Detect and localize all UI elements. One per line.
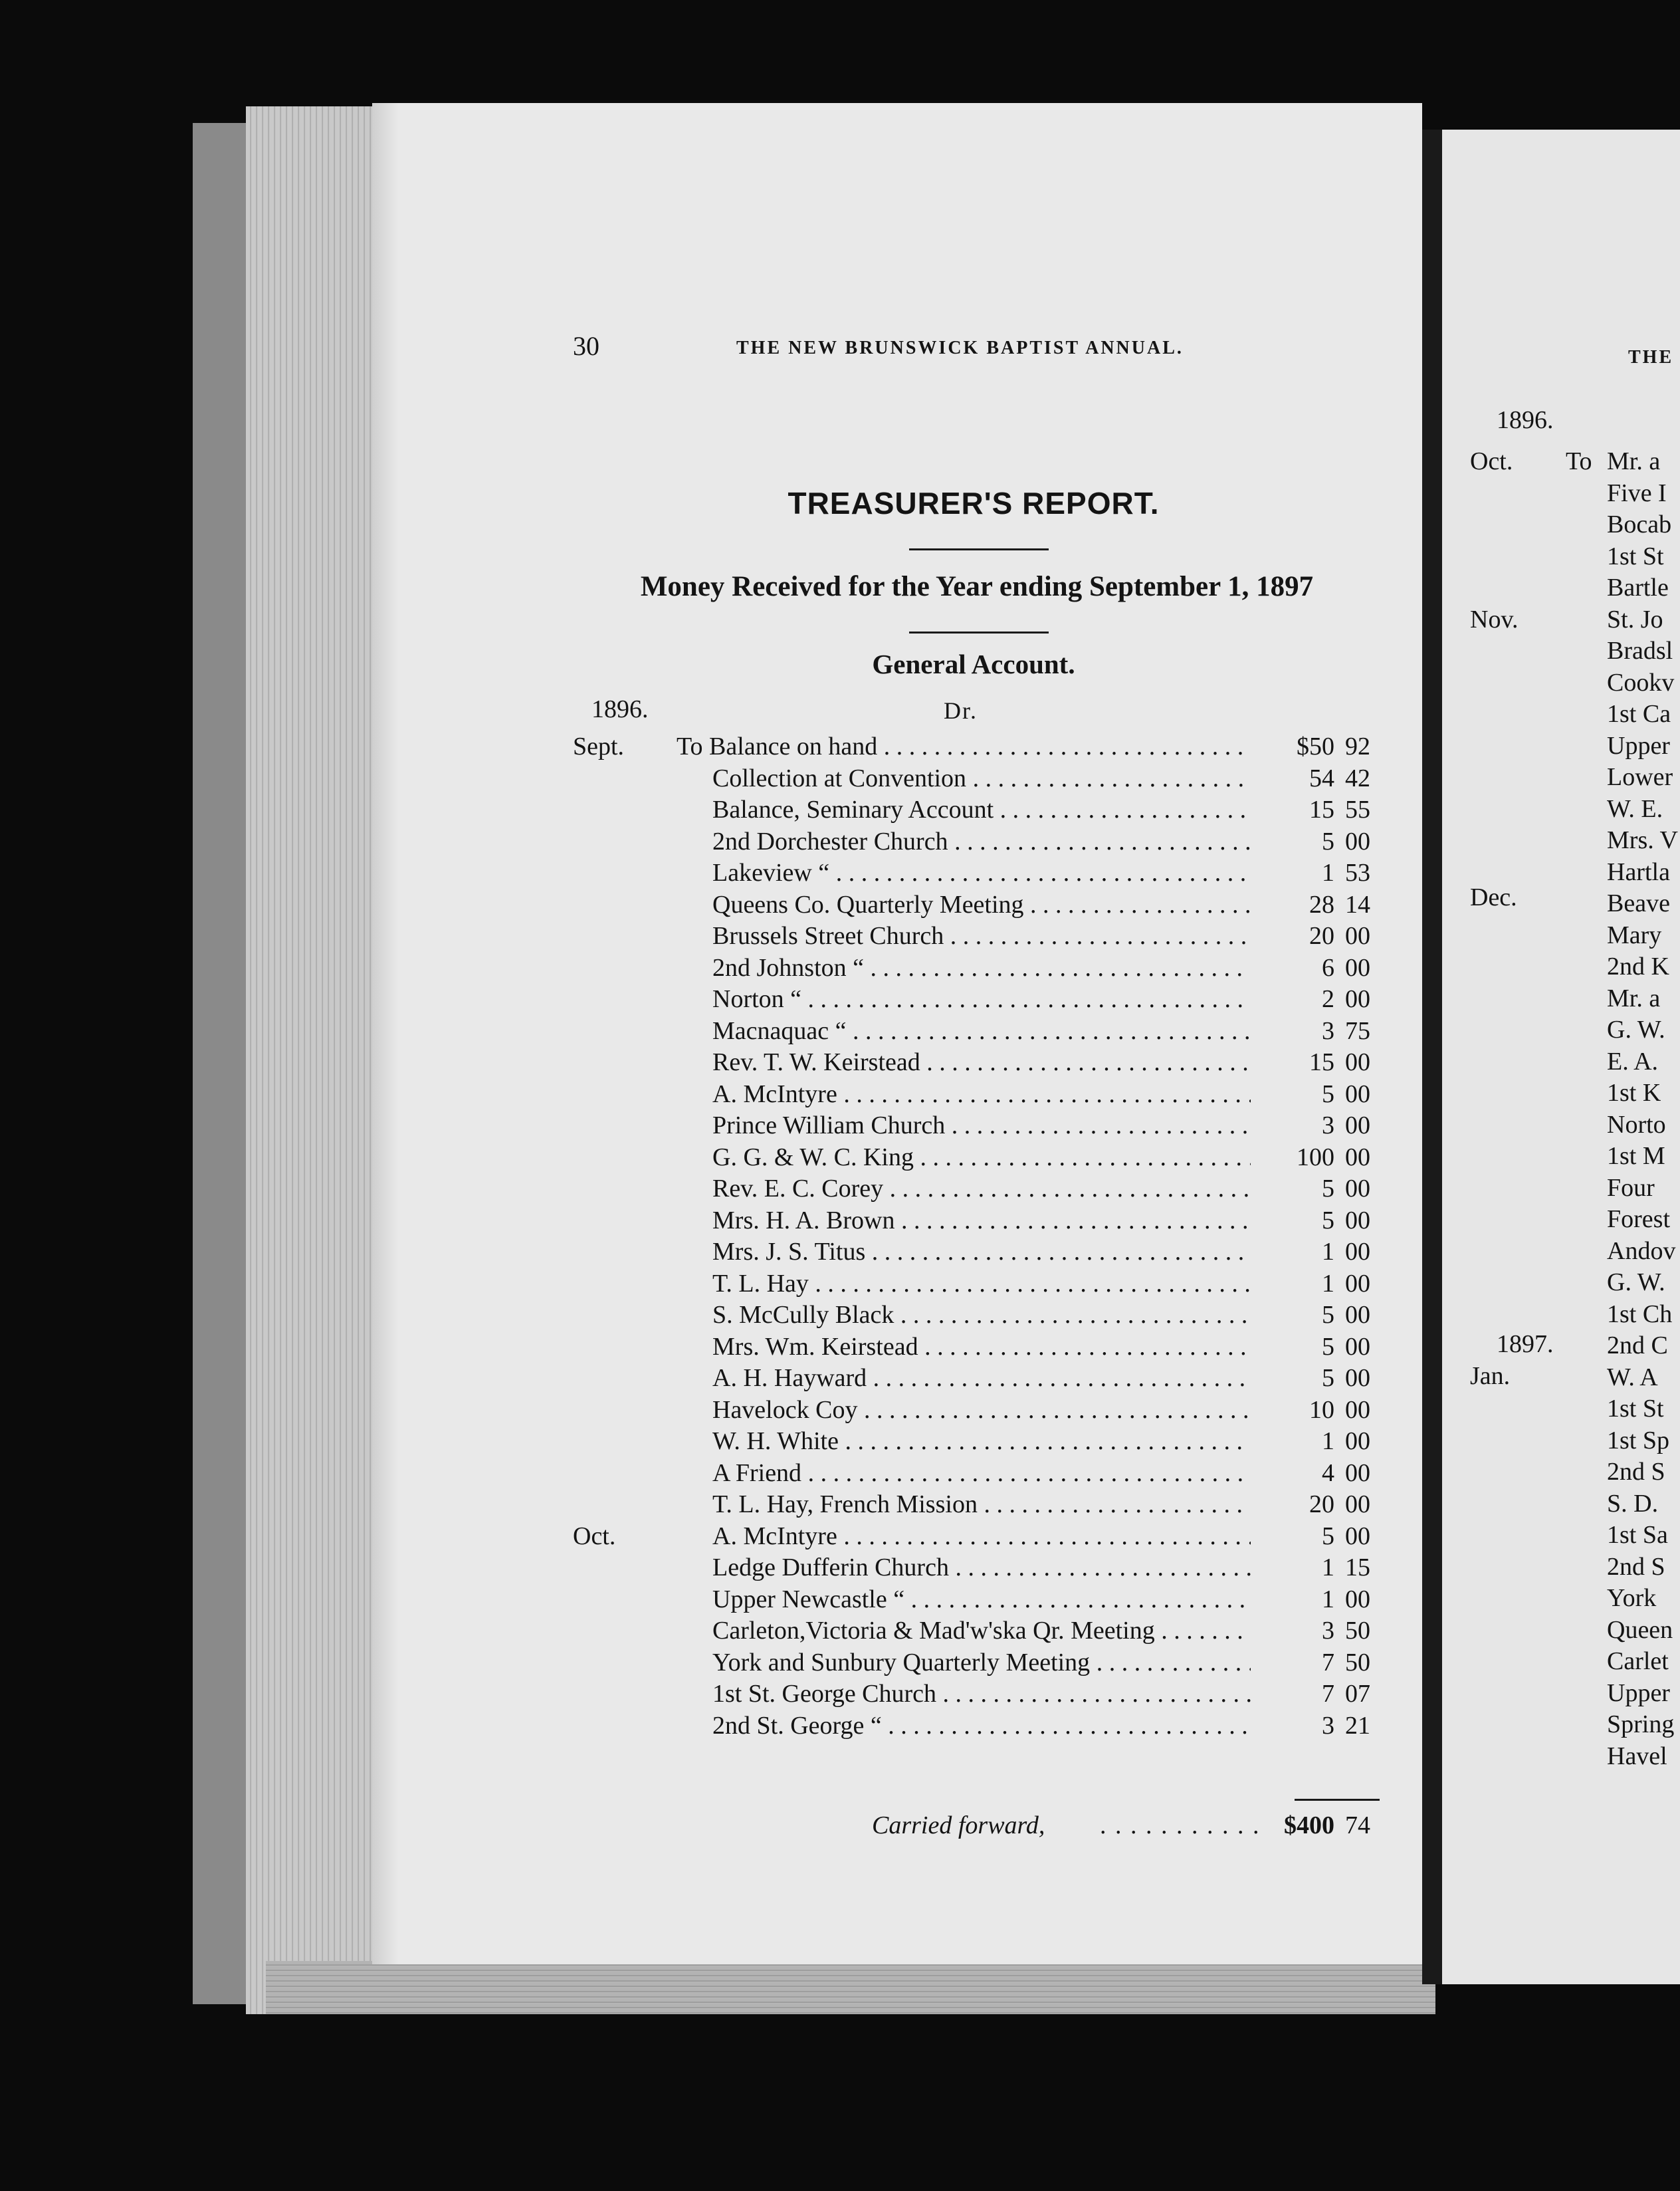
row-cents: 00 xyxy=(1345,1364,1370,1392)
sum-rule xyxy=(1295,1799,1380,1801)
row-label: Balance, Seminary Account . . . xyxy=(712,794,1251,826)
row-label: A Friend . . . xyxy=(712,1458,1251,1489)
carried-forward-leader: . . . . . . . . . . . xyxy=(1100,1811,1261,1839)
row-cents: 00 xyxy=(1345,1522,1370,1550)
row-dollars: 4 xyxy=(1322,1458,1334,1487)
right-page-line: Havel xyxy=(1607,1742,1667,1770)
row-cents: 00 xyxy=(1345,1458,1370,1487)
row-cents: 21 xyxy=(1345,1711,1370,1740)
row-dollars: 1 xyxy=(1322,859,1334,887)
row-cents: 00 xyxy=(1345,1301,1370,1329)
ledger-row xyxy=(0,1584,1680,1615)
row-cents: 00 xyxy=(1345,1206,1370,1234)
row-cents: 42 xyxy=(1345,764,1370,792)
ledger-row xyxy=(0,1079,1680,1110)
row-label: G. G. & W. C. King . . . xyxy=(712,1142,1251,1173)
right-page-line: 1st Sa xyxy=(1607,1521,1668,1549)
ledger-row xyxy=(0,1205,1680,1236)
page-number: 30 xyxy=(573,331,599,361)
right-month-nov: Nov. xyxy=(1470,606,1519,634)
row-dollars: 3 xyxy=(1322,1111,1334,1139)
title-rule xyxy=(909,548,1049,550)
row-label: Lakeview “ . . . xyxy=(712,858,1251,889)
row-cents: 00 xyxy=(1345,953,1370,982)
row-dollars: 5 xyxy=(1322,1206,1334,1234)
ledger-row xyxy=(0,731,1680,762)
carried-forward-label: Carried forward, xyxy=(872,1811,1045,1839)
right-page-line: 2nd S xyxy=(1607,1458,1665,1486)
ledger-row xyxy=(0,889,1680,921)
right-page-line: Hartla xyxy=(1607,858,1670,886)
right-page-line: York xyxy=(1607,1584,1657,1612)
row-label: Rev. T. W. Keirstead . . . xyxy=(712,1047,1251,1078)
ledger-row xyxy=(0,1489,1680,1520)
row-dollars: 1 xyxy=(1322,1427,1334,1455)
row-dollars: 3 xyxy=(1322,1617,1334,1645)
debit-label: Dr. xyxy=(944,697,978,724)
right-page-line: 1st St xyxy=(1607,1395,1664,1423)
year-label: 1896. xyxy=(591,695,649,723)
row-label: Macnaquac “ . . . xyxy=(712,1016,1251,1047)
right-page-line: Upper xyxy=(1607,1678,1670,1707)
row-label: Havelock Coy . . . xyxy=(712,1395,1251,1426)
row-dollars: 54 xyxy=(1309,764,1334,792)
row-cents: 00 xyxy=(1345,1269,1370,1298)
row-cents: 00 xyxy=(1345,827,1370,856)
row-cents: 07 xyxy=(1345,1680,1370,1708)
row-cents: 00 xyxy=(1345,1048,1370,1076)
row-label: A. McIntyre . . . xyxy=(712,1521,1251,1552)
row-cents: 00 xyxy=(1345,985,1370,1013)
running-head: THE NEW BRUNSWICK BAPTIST ANNUAL. xyxy=(736,338,1184,358)
row-dollars: 7 xyxy=(1322,1680,1334,1708)
row-cents: 00 xyxy=(1345,1490,1370,1518)
row-dollars: 5 xyxy=(1322,1522,1334,1550)
ledger-row xyxy=(0,1521,1680,1552)
right-page-line: 2nd C xyxy=(1607,1331,1668,1359)
ledger-row xyxy=(0,794,1680,826)
right-page-line: 1st Ch xyxy=(1607,1300,1673,1328)
right-page-line: Bartle xyxy=(1607,574,1669,602)
row-cents: 55 xyxy=(1345,796,1370,824)
row-cents: 00 xyxy=(1345,1395,1370,1424)
carried-forward-cents: 74 xyxy=(1345,1811,1370,1839)
row-label: To Balance on hand . . . xyxy=(677,731,1251,762)
row-cents: 00 xyxy=(1345,1111,1370,1139)
ledger-row xyxy=(0,953,1680,984)
right-page-line: 1st Sp xyxy=(1607,1426,1669,1454)
ledger-row xyxy=(0,1236,1680,1268)
row-dollars: 28 xyxy=(1309,890,1334,919)
right-page-line: Bocab xyxy=(1607,511,1672,538)
ledger-row xyxy=(0,1710,1680,1742)
right-page-line: Mary xyxy=(1607,921,1662,949)
row-dollars: 5 xyxy=(1322,1332,1334,1361)
row-cents: 50 xyxy=(1345,1648,1370,1676)
row-label: Ledge Dufferin Church . . . xyxy=(712,1552,1251,1583)
row-dollars: 3 xyxy=(1322,1711,1334,1740)
row-cents: 75 xyxy=(1345,1016,1370,1045)
row-cents: 00 xyxy=(1345,1585,1370,1613)
right-page-line: Spring xyxy=(1607,1710,1675,1738)
row-label: 2nd St. George “ . . . xyxy=(712,1710,1251,1742)
ledger-row xyxy=(0,1647,1680,1678)
row-dollars: $50 xyxy=(1297,733,1334,760)
ledger-row xyxy=(0,826,1680,858)
ledger-row xyxy=(0,984,1680,1015)
row-label: Prince William Church . . . xyxy=(712,1110,1251,1141)
ledger-row xyxy=(0,1016,1680,1047)
ledger-row xyxy=(0,763,1680,794)
row-cents: 15 xyxy=(1345,1554,1370,1581)
ledger-row xyxy=(0,1268,1680,1300)
row-label: W. H. White . . . xyxy=(712,1426,1251,1457)
row-label: Carleton,Victoria & Mad'w'ska Qr. Meeting . . . xyxy=(712,1615,1251,1647)
right-page-line: Mr. a xyxy=(1607,984,1661,1012)
right-page-line: G. W. xyxy=(1607,1016,1665,1044)
row-cents: 00 xyxy=(1345,922,1370,950)
row-month: Oct. xyxy=(573,1522,616,1550)
right-page-line: Cookv xyxy=(1607,668,1675,697)
row-dollars: 1 xyxy=(1322,1269,1334,1298)
row-cents: 00 xyxy=(1345,1143,1370,1171)
row-dollars: 1 xyxy=(1322,1554,1334,1581)
right-month-dec: Dec. xyxy=(1470,883,1517,911)
row-cents: 50 xyxy=(1345,1617,1370,1645)
ledger-row xyxy=(0,1458,1680,1489)
subtitle-rule xyxy=(909,632,1049,634)
ledger-row xyxy=(0,858,1680,889)
ledger-row xyxy=(0,1678,1680,1710)
row-dollars: 20 xyxy=(1309,922,1334,950)
right-year-1897: 1897. xyxy=(1497,1330,1554,1358)
row-dollars: 15 xyxy=(1309,796,1334,824)
right-running-head: THE xyxy=(1628,347,1674,368)
row-dollars: 2 xyxy=(1322,985,1334,1013)
ledger-row xyxy=(0,1142,1680,1173)
row-label: York and Sunbury Quarterly Meeting . . . xyxy=(712,1647,1251,1678)
row-dollars: 3 xyxy=(1322,1016,1334,1045)
ledger-row xyxy=(0,1395,1680,1426)
ledger-row xyxy=(0,921,1680,952)
report-title: TREASURER'S REPORT. xyxy=(788,486,1160,520)
right-page-line: 1st Ca xyxy=(1607,700,1671,728)
right-page-line: W. E. xyxy=(1607,794,1663,823)
right-page-line: Queen xyxy=(1607,1615,1673,1644)
right-year-1896: 1896. xyxy=(1497,406,1554,434)
row-dollars: 1 xyxy=(1322,1585,1334,1613)
right-page-line: 1st M xyxy=(1607,1142,1665,1170)
row-label: A. H. Hayward . . . xyxy=(712,1363,1251,1394)
row-label: 2nd Johnston “ . . . xyxy=(712,953,1251,984)
right-page-line: Mr. a xyxy=(1607,447,1661,475)
right-page-line: Four xyxy=(1607,1173,1655,1202)
row-label: Norton “ . . . xyxy=(712,984,1251,1015)
row-label: Brussels Street Church . . . xyxy=(712,921,1251,952)
row-cents: 00 xyxy=(1345,1332,1370,1361)
carried-forward-dollars: $400 xyxy=(1284,1811,1334,1839)
ledger-row xyxy=(0,1363,1680,1394)
ledger-row xyxy=(0,1331,1680,1363)
right-month-oct: Oct. xyxy=(1470,447,1513,475)
ledger-row xyxy=(0,1426,1680,1457)
right-page-line: 1st K xyxy=(1607,1079,1661,1107)
row-dollars: 5 xyxy=(1322,1080,1334,1108)
right-page-line: Bradsl xyxy=(1607,637,1673,665)
ledger-row xyxy=(0,1173,1680,1205)
row-label: Queens Co. Quarterly Meeting . . . xyxy=(712,889,1251,921)
row-cents: 00 xyxy=(1345,1080,1370,1108)
right-page-line: 2nd K xyxy=(1607,953,1669,980)
right-page-line: 2nd S xyxy=(1607,1552,1665,1581)
row-dollars: 1 xyxy=(1322,1238,1334,1266)
right-page-line: E. A. xyxy=(1607,1047,1659,1076)
right-page-line: Forest xyxy=(1607,1205,1670,1233)
right-page-line: 1st St xyxy=(1607,542,1664,570)
row-label: Collection at Convention . . . xyxy=(712,763,1251,794)
row-cents: 00 xyxy=(1345,1427,1370,1455)
section-heading: General Account. xyxy=(872,649,1075,679)
ledger-row xyxy=(0,1552,1680,1583)
row-cents: 14 xyxy=(1345,890,1370,919)
row-label: 2nd Dorchester Church . . . xyxy=(712,826,1251,858)
right-to: To xyxy=(1566,447,1592,475)
right-page-line: W. A xyxy=(1607,1363,1658,1391)
right-page-line: Mrs. V xyxy=(1607,826,1678,854)
row-label: Mrs. H. A. Brown . . . xyxy=(712,1205,1251,1236)
row-label: Mrs. Wm. Keirstead . . . xyxy=(712,1331,1251,1363)
row-dollars: 20 xyxy=(1309,1490,1334,1518)
row-label: T. L. Hay, French Mission . . . xyxy=(712,1489,1251,1520)
right-month-jan: Jan. xyxy=(1470,1362,1511,1390)
right-page-line: S. D. xyxy=(1607,1489,1659,1518)
row-dollars: 6 xyxy=(1322,953,1334,982)
right-page-line: Carlet xyxy=(1607,1647,1669,1675)
row-cents: 00 xyxy=(1345,1175,1370,1203)
row-dollars: 5 xyxy=(1322,1364,1334,1392)
right-page-line: G. W. xyxy=(1607,1268,1665,1296)
right-page-line: Lower xyxy=(1607,763,1673,791)
row-dollars: 5 xyxy=(1322,827,1334,856)
right-page-line: Beave xyxy=(1607,889,1670,917)
row-cents: 53 xyxy=(1345,859,1370,887)
row-label: T. L. Hay . . . xyxy=(712,1268,1251,1300)
row-month: Sept. xyxy=(573,733,625,760)
right-page-line: Andov xyxy=(1607,1236,1676,1265)
row-label: Mrs. J. S. Titus . . . xyxy=(712,1236,1251,1268)
right-page-line: Five I xyxy=(1607,479,1667,507)
right-page-line: Upper xyxy=(1607,731,1670,760)
row-dollars: 10 xyxy=(1309,1395,1334,1424)
right-page-line: St. Jo xyxy=(1607,605,1663,634)
ledger-row xyxy=(0,1615,1680,1647)
row-dollars: 5 xyxy=(1322,1301,1334,1329)
row-label: S. McCully Black . . . xyxy=(712,1300,1251,1331)
report-subtitle: Money Received for the Year ending September 1, 1897 xyxy=(640,571,1314,602)
ledger-row xyxy=(0,1110,1680,1141)
row-dollars: 15 xyxy=(1309,1048,1334,1076)
row-label: Rev. E. C. Corey . . . xyxy=(712,1173,1251,1205)
right-page-line: Norto xyxy=(1607,1110,1666,1139)
row-cents: 92 xyxy=(1345,733,1370,760)
row-label: A. McIntyre . . . xyxy=(712,1079,1251,1110)
ledger-row xyxy=(0,1300,1680,1331)
row-dollars: 7 xyxy=(1322,1648,1334,1676)
row-dollars: 100 xyxy=(1297,1143,1334,1171)
row-label: 1st St. George Church . . . xyxy=(712,1678,1251,1710)
row-dollars: 5 xyxy=(1322,1175,1334,1203)
ledger-row xyxy=(0,1047,1680,1078)
row-label: Upper Newcastle “ . . . xyxy=(712,1584,1251,1615)
row-cents: 00 xyxy=(1345,1238,1370,1266)
page-bottom-edge xyxy=(266,1961,1435,2014)
